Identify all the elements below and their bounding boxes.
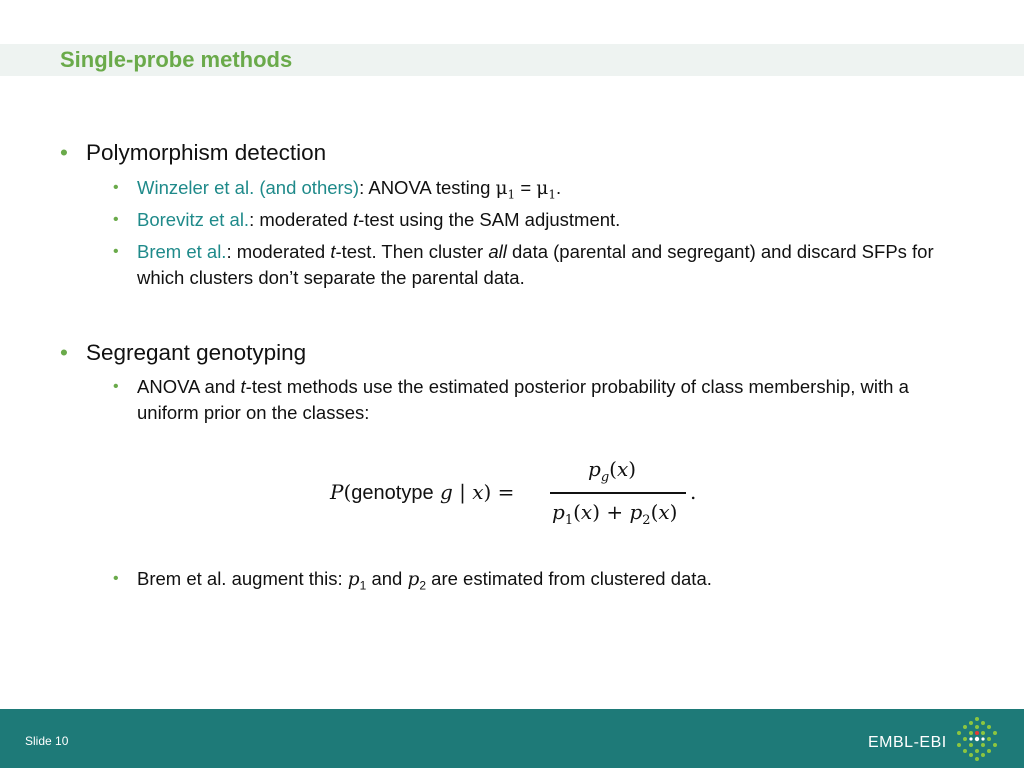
bullet-dot: • (113, 378, 119, 395)
mu-symbol: $\mu_1$ (495, 178, 516, 202)
item-anova: • ANOVA and t-test methods use the estimated posterior probability of class membership, with a uniform prior on the classes: (113, 376, 909, 423)
formula-numerator: $p_g(x)$ (588, 457, 637, 485)
ref-brem: Brem et al. (137, 241, 227, 262)
item-borevitz: • Borevitz et al.: moderated t-test using the SAM adjustment. (113, 207, 973, 233)
slide-title: Single-probe methods (60, 47, 293, 72)
embl-ebi-logo-text: EMBL-EBI (868, 734, 947, 751)
mu-symbol: $\mu_1$ (536, 178, 556, 202)
posterior-formula (330, 455, 710, 535)
item-winzeler: • Winzeler et al. (and others): ANOVA testing $\mu_1 = \mu_1$. (113, 177, 562, 202)
slide-number: Slide 10 (25, 734, 69, 748)
heading-segregant: Segregant genotyping (86, 340, 307, 365)
formula-lhs: P(genotype g | x) = (330, 480, 515, 504)
item-brem: • Brem et al.: moderated t-test. Then cluster all data (parental and segregant) and discard SFPs for which clusters don’t separate the parental data. (113, 241, 934, 288)
bullet-dot: • (113, 243, 119, 260)
bullet-dot: • (60, 340, 68, 365)
item-brem-augment: • Brem et al. augment this: $p_1$ and $p_2$ are estimated from clustered data. (113, 568, 712, 593)
bullet-polymorphism (60, 140, 326, 166)
heading-polymorphism: Polymorphism detection (86, 140, 327, 165)
embl-ebi-logo-icon (955, 715, 999, 763)
ref-borevitz: Borevitz et al. (137, 209, 250, 230)
bullet-dot: • (113, 179, 119, 196)
fraction-bar (550, 492, 686, 494)
bullet-dot: • (113, 570, 119, 587)
bullet-segregant (60, 340, 306, 366)
formula-period: . (690, 480, 697, 504)
footer-bar (0, 709, 1024, 768)
bullet-dot: • (113, 211, 119, 228)
bullet-dot: • (60, 140, 68, 165)
formula-denominator: $p_1(x) + p_2(x)$ (552, 500, 678, 528)
ref-winzeler: Winzeler et al. (and others) (137, 177, 360, 198)
